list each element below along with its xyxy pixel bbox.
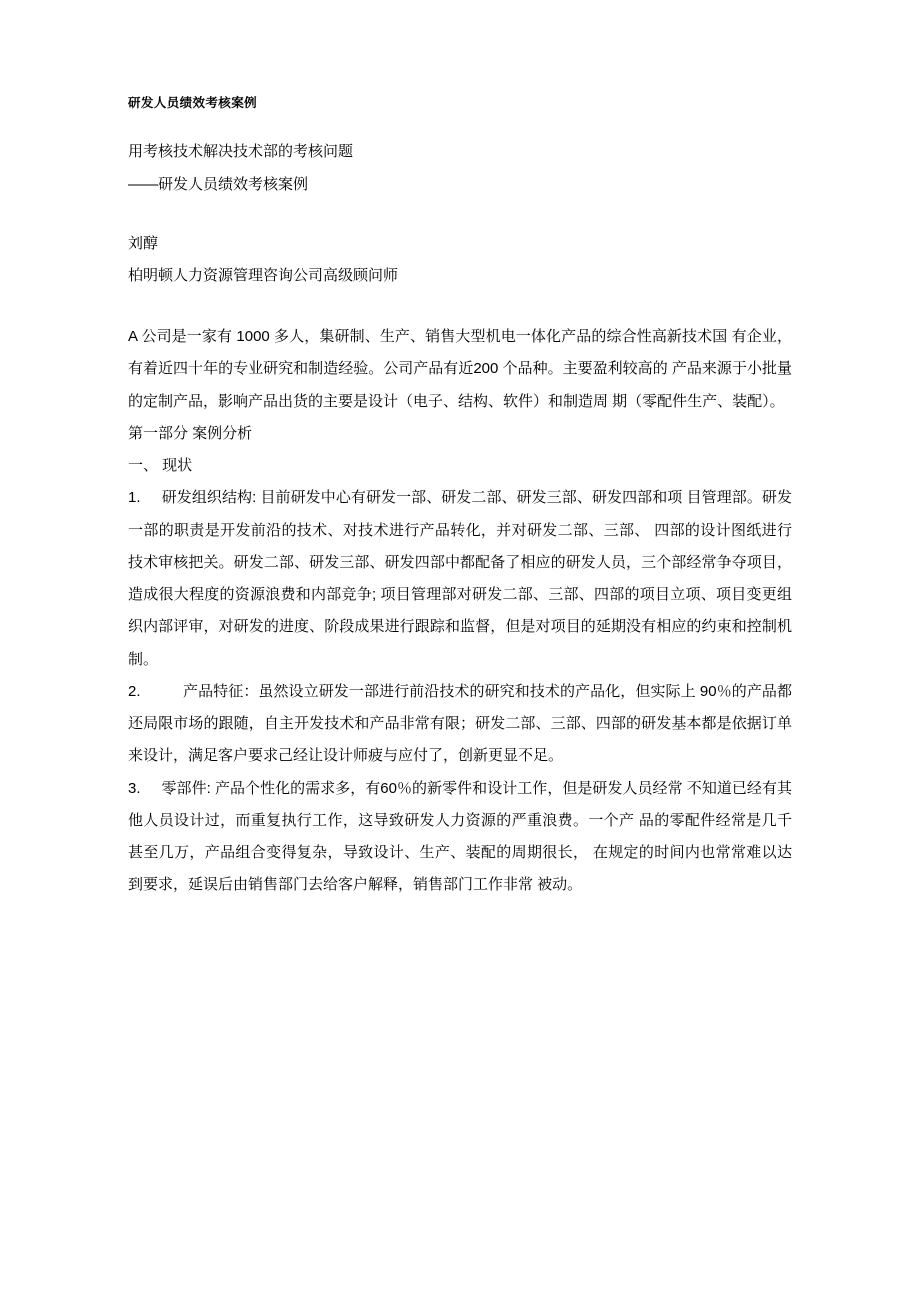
section-heading: 一、 现状 [128, 457, 193, 474]
list-item-number: 3. [128, 779, 141, 797]
document-header: 研发人员绩效考核案例 [128, 96, 258, 110]
list-item [128, 676, 792, 773]
list-item-text: 零部件: 产品个性化的需求多，有60％的新零件和设计工作，但是研发人员经常 不知道已经有其他人员设计过，而重复执行工作，这导致研发人力资源的严重浪费。一个产 品的零配件经常是几千甚至几万，产品组合变得复杂，导致设计、生产、装配的周期很长， 在规定的时间内也常常难以达到要求，延误后由销售部门去给客户解释，销售部门工作非常 被动。 [128, 779, 792, 894]
list-item [128, 773, 792, 902]
list-item-text: 研发组织结构: 目前研发中心有研发一部、研发二部、研发三部、研发四部和项 目管理部。研发一部的职责是开发前沿的技术、对技术进行产品转化，并对研发二部、三部、 四部的设计图纸进行技术审核把关。研发二部、研发三部、研发四部中都配备了相应的研发人员，三个部经常争夺项目，造成很大程度的资源浪费和内部竞争; 项目管理部对研发二部、三部、四部的项目立项、项目变更组织内部评审，对研发的进度、阶段成果进行跟踪和监督，但是对项目的延期没有相应的约束和控制机制。 [128, 489, 792, 668]
page-title: 用考核技术解决技术部的考核问题 [128, 142, 354, 160]
spacer-after-affiliation [128, 291, 792, 315]
list-item-number: 1. [128, 489, 141, 507]
spacer-after-subtitle [128, 202, 792, 228]
list-item-number: 2. [128, 682, 141, 700]
list-item [128, 482, 792, 676]
intro-paragraph: A 公司是一家有 1000 多人，集研制、生产、销售大型机电一体化产品的综合性高新技术国 有企业，有着近四十年的专业研究和制造经验。公司产品有近200 个品种。主要盈利较高的 产品来源于小批量的定制产品，影响产品出货的主要是设计（电子、结构、软件）和制造周 期（零配件生产、装配）。 [128, 328, 792, 410]
author-affiliation: 柏明顿人力资源管理咨询公司高级顾问师 [128, 266, 399, 284]
list-item-text: 产品特征：虽然设立研发一部进行前沿技术的研究和技术的产品化，但实际上 90％的产品都还局限市场的跟随，自主开发技术和产品非常有限；研发二部、三部、四部的研发基本都是依据订单来设计，满足客户要求己经让设计师疲与应付了，创新更显不足。 [128, 682, 793, 765]
author-name: 刘醇 [128, 235, 159, 252]
page-subtitle: ——研发人员绩效考核案例 [128, 176, 309, 194]
part-heading: 第一部分 案例分析 [128, 424, 253, 442]
